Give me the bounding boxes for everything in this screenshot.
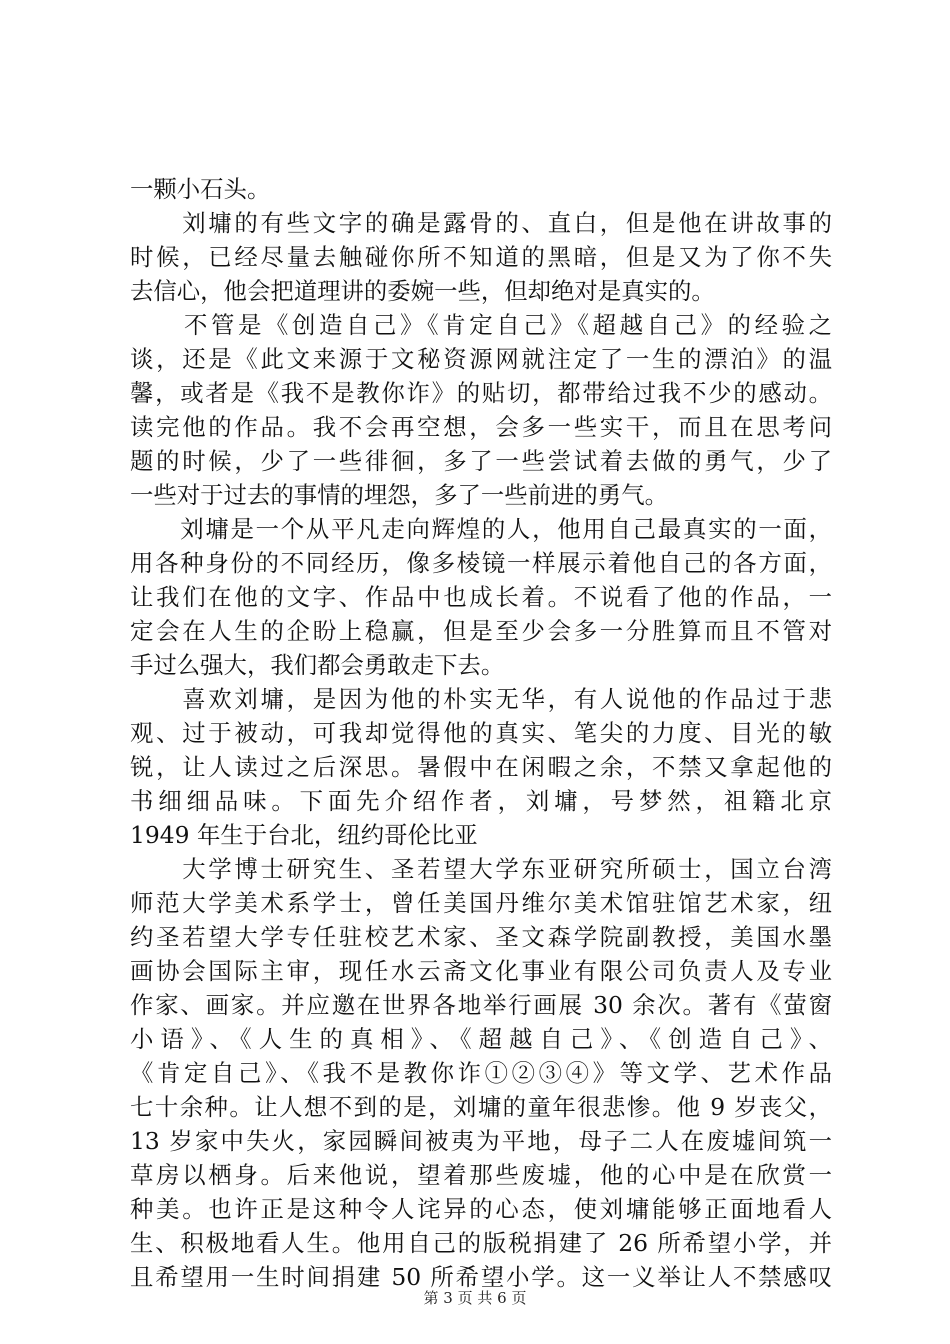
- text-line: 喜欢刘墉，是因为他的朴实无华，有人说他的作品过于悲: [130, 685, 832, 713]
- text-line: 书细细品味。下面先介绍作者，刘墉，号梦然，祖籍北京: [130, 787, 832, 815]
- text-line: 不管是《创造自己》《肯定自己》《超越自己》的经验之: [130, 311, 832, 339]
- text-line: 七十余种。让人想不到的是，刘墉的童年很悲惨。他 9 岁丧父，: [130, 1093, 832, 1121]
- text-line: 一颗小石头。: [130, 175, 271, 203]
- text-line: 大学博士研究生、圣若望大学东亚研究所硕士，国立台湾: [130, 855, 832, 883]
- text-line: 种美。也许正是这种令人诧异的心态，使刘墉能够正面地看人: [130, 1195, 832, 1223]
- text-line: 锐，让人读过之后深思。暑假中在闲暇之余，不禁又拿起他的: [130, 753, 832, 781]
- text-line: 手过么强大，我们都会勇敢走下去。: [130, 651, 505, 679]
- text-line: 约圣若望大学专任驻校艺术家、圣文森学院副教授，美国水墨: [130, 923, 832, 951]
- text-line: 草房以栖身。后来他说，望着那些废墟，他的心中是在欣赏一: [130, 1161, 832, 1189]
- text-line: 师范大学美术系学士，曾任美国丹维尔美术馆驻馆艺术家，纽: [130, 889, 832, 917]
- text-line: 谈，还是《此文来源于文秘资源网就注定了一生的漂泊》的温: [130, 345, 832, 373]
- text-line: 让我们在他的文字、作品中也成长着。不说看了他的作品，一: [130, 583, 832, 611]
- text-line: 13 岁家中失火，家园瞬间被夷为平地，母子二人在废墟间筑一: [130, 1127, 832, 1155]
- text-line: 作家、画家。并应邀在世界各地举行画展 30 余次。著有《萤窗: [130, 991, 832, 1019]
- document-body: [130, 172, 832, 1294]
- text-line: 用各种身份的不同经历，像多棱镜一样展示着他自己的各方面，: [130, 549, 832, 577]
- text-line: 刘墉的有些文字的确是露骨的、直白，但是他在讲故事的: [130, 209, 832, 237]
- page-number-footer: 第 3 页 共 6 页: [423, 1289, 527, 1307]
- text-line: 观、过于被动，可我却觉得他的真实、笔尖的力度、目光的敏: [130, 719, 832, 747]
- text-line: 馨，或者是《我不是教你诈》的贴切，都带给过我不少的感动。: [130, 379, 832, 407]
- text-line: 一些对于过去的事情的埋怨，多了一些前进的勇气。: [130, 481, 668, 509]
- text-line: 读完他的作品。我不会再空想，会多一些实干，而且在思考问: [130, 413, 832, 441]
- text-line: 且希望用一生时间捐建 50 所希望小学。这一义举让人不禁感叹: [130, 1263, 832, 1291]
- text-line: 定会在人生的企盼上稳赢，但是至少会多一分胜算而且不管对: [130, 617, 832, 645]
- text-line: 时候，已经尽量去触碰你所不知道的黑暗，但是又为了你不失: [130, 243, 832, 271]
- text-line: 刘墉是一个从平凡走向辉煌的人，他用自己最真实的一面，: [130, 515, 832, 543]
- text-line: 1949 年生于台北，纽约哥伦比亚: [130, 821, 478, 849]
- text-line: 题的时候，少了一些徘徊，多了一些尝试着去做的勇气，少了: [130, 447, 832, 475]
- text-line: 《肯定自己》、《我不是教你诈①②③④》等文学、艺术作品: [130, 1059, 832, 1087]
- text-line: 生、积极地看人生。他用自己的版税捐建了 26 所希望小学，并: [130, 1229, 832, 1257]
- text-line: 去信心，他会把道理讲的委婉一些，但却绝对是真实的。: [130, 277, 715, 305]
- text-line: 小语》、《人生的真相》、《超越自己》、《创造自己》、: [130, 1025, 832, 1053]
- text-line: 画协会国际主审，现任水云斋文化事业有限公司负责人及专业: [130, 957, 832, 985]
